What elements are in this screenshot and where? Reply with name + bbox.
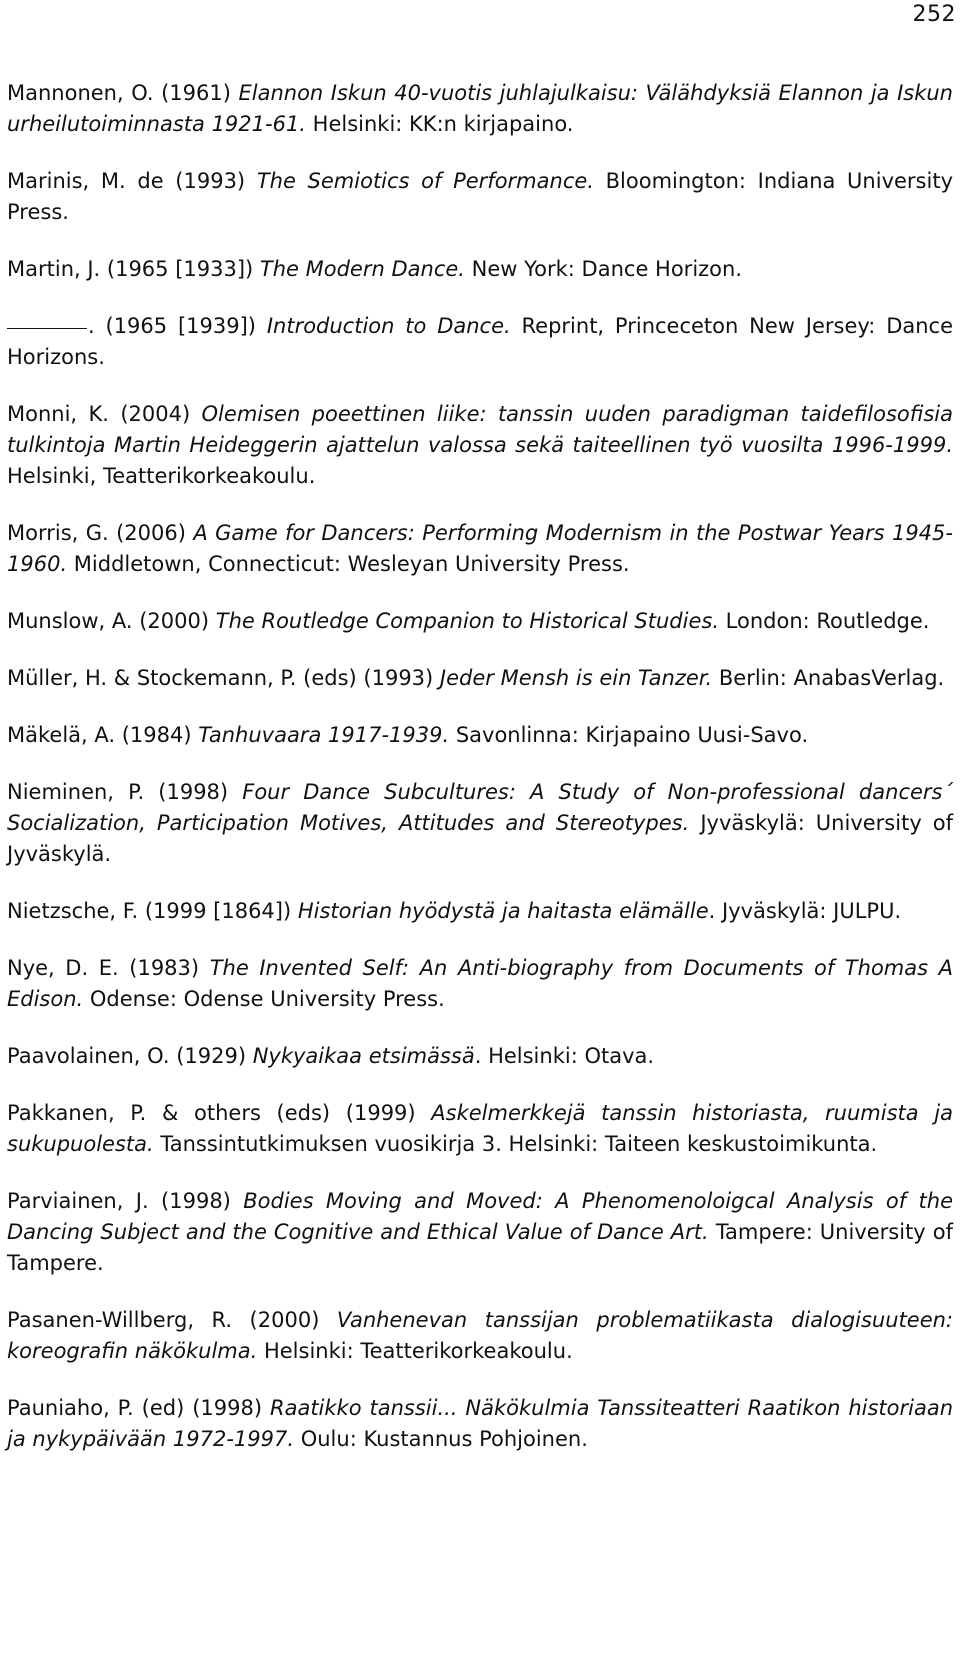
entry-publisher: Bloomington: Indiana University Press.	[7, 169, 953, 224]
entry-author: Nye, D. E. (1983)	[7, 956, 210, 980]
entry-author: Morris, G. (2006)	[7, 521, 194, 545]
entry-publisher: Odense: Odense University Press.	[83, 987, 445, 1011]
entry-author: Pauniaho, P. (ed) (1998)	[7, 1396, 270, 1420]
entry-title: Introduction to Dance.	[266, 314, 511, 338]
entry-author: Mäkelä, A. (1984)	[7, 723, 199, 747]
bibliography-entry	[7, 663, 953, 694]
bibliography-entry	[7, 1186, 953, 1279]
bibliography-entry	[7, 953, 953, 1015]
entry-author: Parviainen, J. (1998)	[7, 1189, 244, 1213]
entry-title: Four Dance Subcultures: A Study of Non-professional dancers´ Socialization, Participation Motives, Attitudes and Stereotypes.	[7, 780, 953, 835]
bibliography-entry	[7, 78, 953, 140]
entry-author: Marinis, M. de (1993)	[7, 169, 257, 193]
bibliography-entry	[7, 1393, 953, 1455]
entry-title: Elannon Iskun 40-vuotis juhlajulkaisu: Välähdyksiä Elannon ja Iskun urheilutoiminnasta 1921-61.	[7, 81, 953, 136]
entry-author: Paavolainen, O. (1929)	[7, 1044, 253, 1068]
entry-title: The Modern Dance.	[259, 257, 465, 281]
entry-publisher: Helsinki: KK:n kirjapaino.	[305, 112, 574, 136]
entry-author: Pakkanen, P. & others (eds) (1999)	[7, 1101, 432, 1125]
entry-publisher: Jyväskylä: University of Jyväskylä.	[7, 811, 953, 866]
entry-title: The Invented Self: An Anti-biography from Documents of Thomas A Edison.	[7, 956, 953, 1011]
bibliography-entry	[7, 254, 953, 285]
entry-publisher: Savonlinna: Kirjapaino Uusi-Savo.	[449, 723, 809, 747]
entry-publisher: Berlin: AnabasVerlag.	[712, 666, 945, 690]
entry-author: Nieminen, P. (1998)	[7, 780, 243, 804]
entry-publisher: . Helsinki: Otava.	[474, 1044, 655, 1068]
same-author-rule	[7, 327, 87, 329]
entry-title: Olemisen poeettinen liike: tanssin uuden paradigman taidefilosofisia tulkintoja Martin Heideggerin ajattelun valossa sekä taiteellinen työ vuosilta 1996-1999.	[7, 402, 953, 457]
bibliography-list	[7, 78, 953, 1481]
entry-title: Nykyaikaa etsimässä	[252, 1044, 475, 1068]
entry-title: Askelmerkkejä tanssin historiasta, ruumista ja sukupuolesta.	[7, 1101, 953, 1156]
bibliography-entry	[7, 720, 953, 751]
entry-publisher: Helsinki: Teatterikorkeakoulu.	[257, 1339, 573, 1363]
entry-title: Bodies Moving and Moved: A Phenomenoloigcal Analysis of the Dancing Subject and the Cognitive and Ethical Value of Dance Art.	[7, 1189, 953, 1244]
entry-title: Tanhuvaara 1917-1939.	[198, 723, 450, 747]
bibliography-entry	[7, 1098, 953, 1160]
entry-publisher: Tanssintutkimuksen vuosikirja 3. Helsinki: Taiteen keskustoimikunta.	[153, 1132, 878, 1156]
bibliography-entry	[7, 777, 953, 870]
page-number: 252	[912, 2, 956, 27]
bibliography-entry	[7, 896, 953, 927]
entry-publisher: New York: Dance Horizon.	[464, 257, 743, 281]
entry-author: Pasanen-Willberg, R. (2000)	[7, 1308, 337, 1332]
entry-author: . (1965 [1939])	[88, 314, 267, 338]
entry-author: Nietzsche, F. (1999 [1864])	[7, 899, 298, 923]
bibliography-entry	[7, 518, 953, 580]
bibliography-entry	[7, 166, 953, 228]
entry-author: Martin, J. (1965 [1933])	[7, 257, 260, 281]
bibliography-entry	[7, 606, 953, 637]
entry-publisher: . Jyväskylä: JULPU.	[708, 899, 902, 923]
entry-title: The Semiotics of Performance.	[256, 169, 594, 193]
entry-title: Jeder Mensh is ein Tanzer.	[439, 666, 713, 690]
bibliography-entry	[7, 399, 953, 492]
entry-author: Müller, H. & Stockemann, P. (eds) (1993)	[7, 666, 440, 690]
entry-publisher: Tampere: University of Tampere.	[7, 1220, 953, 1275]
entry-publisher: Middletown, Connecticut: Wesleyan University Press.	[67, 552, 630, 576]
entry-author: Munslow, A. (2000)	[7, 609, 216, 633]
entry-title: A Game for Dancers: Performing Modernism in the Postwar Years 1945-1960.	[7, 521, 953, 576]
entry-author: Mannonen, O. (1961)	[7, 81, 239, 105]
entry-author: Monni, K. (2004)	[7, 402, 202, 426]
bibliography-entry	[7, 1041, 953, 1072]
entry-publisher: Helsinki, Teatterikorkeakoulu.	[7, 464, 316, 488]
entry-title: The Routledge Companion to Historical Studies.	[215, 609, 719, 633]
entry-title: Historian hyödystä ja haitasta elämälle	[297, 899, 709, 923]
entry-publisher: Oulu: Kustannus Pohjoinen.	[294, 1427, 588, 1451]
entry-publisher: London: Routledge.	[719, 609, 930, 633]
entry-title: Vanhenevan tanssijan problematiikasta dialogisuuteen: koreografin näkökulma.	[7, 1308, 953, 1363]
entry-title: Raatikko tanssii... Näkökulmia Tanssiteatteri Raatikon historiaan ja nykypäivään 1972-1997.	[7, 1396, 954, 1451]
bibliography-entry	[7, 1305, 953, 1367]
bibliography-entry	[7, 311, 953, 373]
entry-publisher: Reprint, Princeceton New Jersey: Dance Horizons.	[7, 314, 954, 369]
